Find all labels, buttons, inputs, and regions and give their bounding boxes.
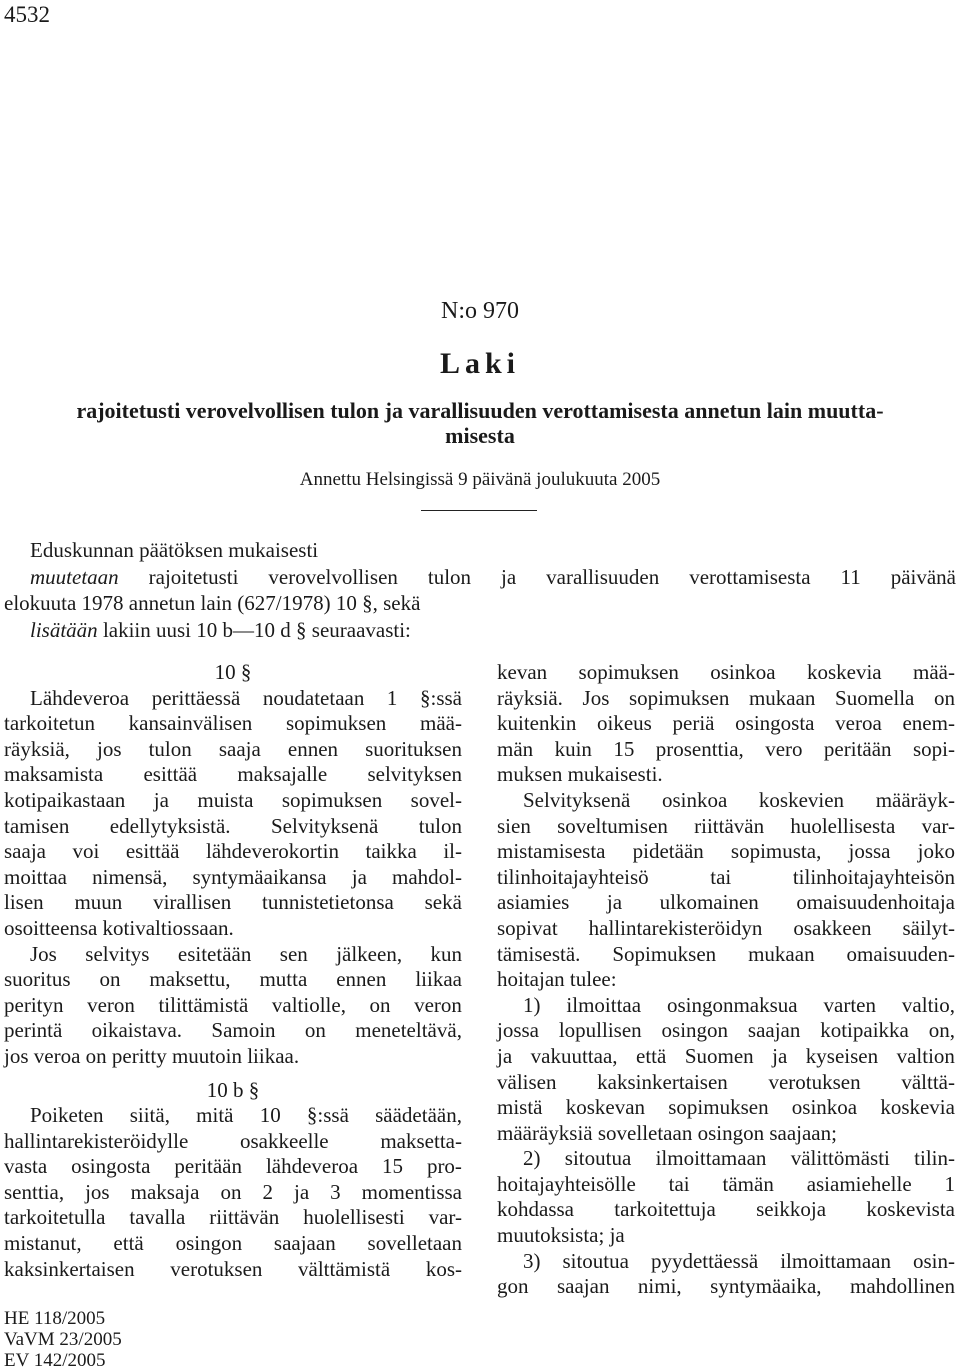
- text-line: vasta osingosta peritään lähdeveroa 15 pro-: [4, 1154, 462, 1179]
- separator-rule: [421, 510, 537, 511]
- reference-government-proposal: HE 118/2005: [4, 1308, 106, 1329]
- law-title-line: rajoitetusti verovelvollisen tulon ja varallisuuden verottamisesta annetun lain muutta-: [76, 398, 884, 423]
- text-line: maksamista esittää maksajalle selvityksen: [4, 762, 462, 787]
- text-line: hallintarekisteröidylle osakkeelle maksetta-: [4, 1128, 462, 1153]
- right-column: [497, 660, 955, 1300]
- text-line: mistamisesta pidetään sopimusta, jossa joko: [497, 839, 955, 864]
- text-line: tarkoitetulla tavalla riittävän huolellisesti var-: [4, 1205, 462, 1230]
- text-line: mistä koskevan sopimuksen osinkoa koskevia: [497, 1095, 955, 1120]
- text-line: jossa lopullisen osingon saajan kotipaikka on,: [497, 1018, 955, 1043]
- law-title: [4, 398, 956, 448]
- add-keyword: lisätään: [30, 617, 98, 642]
- text-line: välisen kaksinkertaisen verotuksen välttä-: [497, 1069, 955, 1094]
- preamble-word: ja: [501, 564, 517, 589]
- preamble-line: Eduskunnan päätöksen mukaisesti: [30, 538, 319, 562]
- text-line: tamisen edellytyksistä. Selvityksenä tulon: [4, 813, 462, 838]
- section-heading-10b: 10 b §: [206, 1077, 260, 1102]
- text-line: kotipaikastaan ja muista sopimuksen sovel-: [4, 787, 462, 812]
- text-line: moittaa nimensä, syntymäaikansa ja mahdol-: [4, 864, 462, 889]
- text-line: senttia, jos maksaja on 2 ja 3 momentissa: [4, 1179, 462, 1204]
- text-line: 1) ilmoittaa osingonmaksua varten valtio,: [523, 992, 955, 1017]
- text-line: Jos selvitys esitetään sen jälkeen, kun: [30, 941, 462, 966]
- text-line: asiamies ja ulkomainen omaisuudenhoitaja: [497, 890, 955, 915]
- text-line: tämisestä. Sopimuksen mukaan omaisuuden-: [497, 941, 955, 966]
- preamble-word: varallisuuden: [546, 564, 660, 589]
- text-line: 3) sitoutua pyydettäessä ilmoittamaan osin-: [523, 1248, 955, 1273]
- text-line: män kuin 15 prosenttia, vero peritään sopi-: [497, 736, 955, 761]
- text-line: määräyksiä sovelletaan osingon saajaan;: [497, 1120, 837, 1145]
- section-10b-body: [4, 1103, 462, 1282]
- preamble-line-rest: lakiin uusi 10 b—10 d § seuraavasti:: [97, 617, 411, 642]
- legislative-references: [4, 1308, 122, 1371]
- text-line: räyksiä. Jos sopimuksen mukaan Suomella on: [497, 685, 955, 710]
- text-line: kaksinkertaisen verotuksen välttämistä kos-: [4, 1256, 462, 1281]
- page-number: 4532: [4, 2, 50, 27]
- text-line: mistanut, että osingon saajaan sovelletaan: [4, 1231, 462, 1256]
- text-line: lisen muun virallisen tunnistetietonsa sekä: [4, 890, 462, 915]
- text-line: tarkoitetun kansainvälisen sopimuksen mää-: [4, 711, 462, 736]
- text-line: perintä oikaistava. Samoin on meneteltävä,: [4, 1018, 462, 1043]
- text-line: sien soveltumisen riittävän huolellisesta var-: [497, 813, 955, 838]
- text-line: ja vakuuttaa, että Suomen ja kyseisen valtion: [497, 1043, 955, 1068]
- given-date-line: Annettu Helsingissä 9 päivänä joulukuuta 2005: [299, 469, 661, 490]
- text-line: Poiketen siitä, mitä 10 §:ssä säädetään,: [30, 1103, 462, 1128]
- text-line: perityn veron tilittämistä valtiolle, on veron: [4, 992, 462, 1017]
- text-line: hoitajan tulee:: [497, 967, 617, 992]
- text-line: Selvityksenä osinkoa koskevien määräyk-: [523, 787, 955, 812]
- text-line: saaja voi esittää lähdeverokortin taikka il-: [4, 839, 462, 864]
- preamble-word: 11: [840, 564, 861, 589]
- text-line: tilinhoitajayhteisö tai tilinhoitajayhteisön: [497, 864, 955, 889]
- text-line: räyksiä, jos tulon saaja ennen suorituksen: [4, 736, 462, 761]
- section-heading-10: 10 §: [214, 660, 252, 684]
- preamble-line: elokuuta 1978 annetun lain (627/1978) 10 §, sekä: [4, 591, 421, 616]
- preamble: [4, 537, 956, 643]
- section-10-body: [4, 686, 462, 1070]
- text-line: jos veroa on peritty muutoin liikaa.: [4, 1043, 300, 1068]
- text-line: 2) sitoutua ilmoittamaan välittömästi tilin-: [523, 1146, 955, 1171]
- preamble-word: päivänä: [890, 564, 956, 589]
- text-line: kohdassa tarkoitettuja seikkoja koskevista: [497, 1197, 955, 1222]
- reference-committee-report: VaVM 23/2005: [4, 1329, 122, 1350]
- left-column: [4, 660, 462, 1282]
- preamble-line-amend: [4, 564, 956, 591]
- text-line: kuitenkin oikeus periä osingosta veroa enem-: [497, 711, 955, 736]
- reference-parliament-reply: EV 142/2005: [4, 1350, 106, 1371]
- preamble-word: rajoitetusti: [148, 564, 239, 589]
- document-type-heading: Laki: [439, 347, 521, 380]
- preamble-word: tulon: [427, 564, 472, 589]
- text-line: gon saajan nimi, syntymäaika, mahdollinen: [497, 1274, 955, 1299]
- amend-keyword: muutetaan: [30, 564, 119, 589]
- law-title-line: misesta: [445, 423, 515, 448]
- text-line: osoitteensa kotivaltiossaan.: [4, 915, 234, 940]
- preamble-line-add: [4, 617, 956, 644]
- text-line: hoitajayhteisölle tai tämän asiamiehelle 1: [497, 1171, 955, 1196]
- text-line: kevan sopimuksen osinkoa koskevia mää-: [497, 660, 955, 684]
- text-line: suoritus on maksettu, mutta ennen liikaa: [4, 967, 462, 992]
- text-line: muksen mukaisesti.: [497, 762, 663, 787]
- text-line: Lähdeveroa perittäessä noudatetaan 1 §:ssä: [30, 685, 462, 710]
- statute-number: N:o 970: [441, 298, 519, 324]
- preamble-word: verottamisesta: [689, 564, 811, 589]
- text-line: sopivat hallintarekisteröidyn osakkeen säilyt-: [497, 915, 955, 940]
- text-line: muutoksista; ja: [497, 1223, 625, 1248]
- preamble-word: verovelvollisen: [268, 564, 398, 589]
